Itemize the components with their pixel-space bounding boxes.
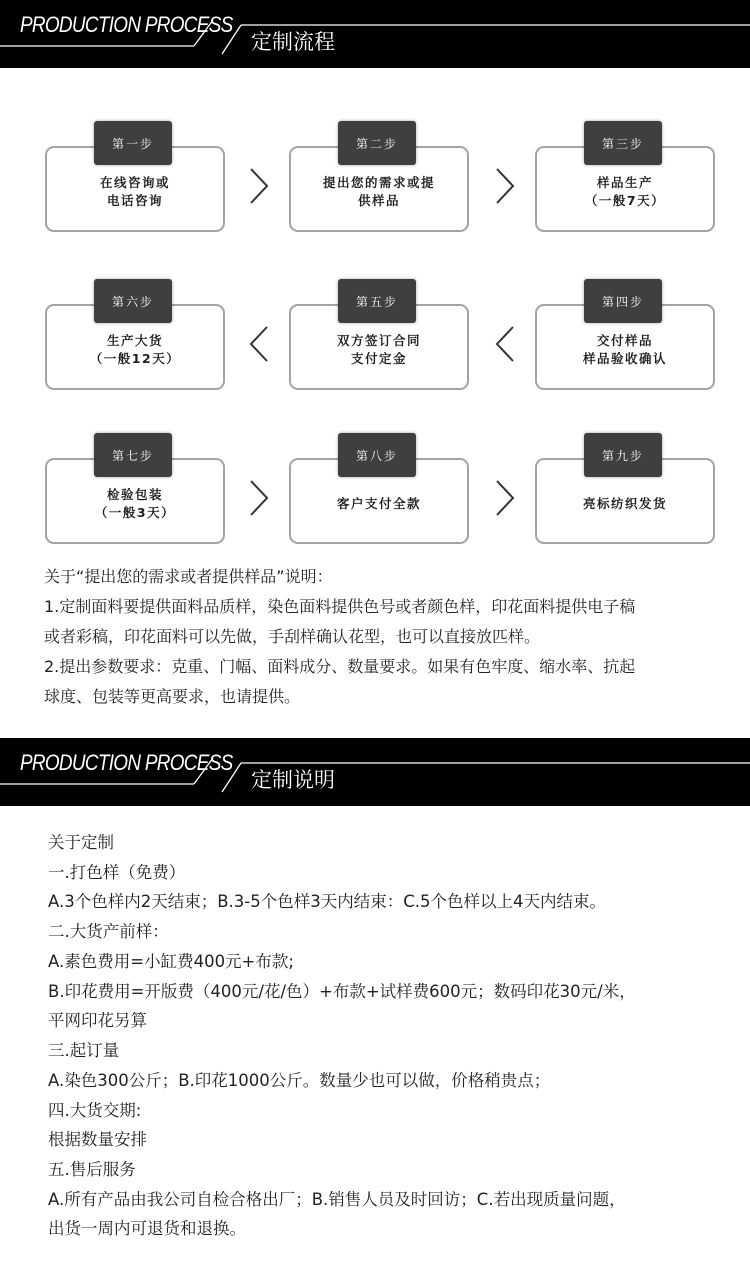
step-card-6 [45, 294, 225, 388]
step-text: 在线咨询或 电话咨询 [99, 175, 170, 208]
chevron-left-icon [247, 324, 271, 364]
step-card-8 [289, 448, 469, 542]
step-tag: 第六步 [94, 279, 172, 323]
step-text: 检验包装 （一般3天） [94, 487, 176, 520]
details-line: 三.起订量 [48, 1041, 120, 1060]
explanation-heading: 关于“提出您的需求或者提供样品”说明： [44, 567, 333, 586]
step-card-9 [535, 448, 715, 542]
details-line: A.所有产品由我公司自检合格出厂；B.销售人员及时回访；C.若出现质量问题， [48, 1190, 626, 1209]
section-banner-details [0, 738, 750, 806]
details-line: A.染色300公斤；B.印花1000公斤。数量少也可以做，价格稍贵点； [48, 1071, 551, 1090]
details-line: 四.大货交期: [48, 1101, 142, 1120]
details-line: A.3个色样内2天结束；B.3-5个色样3天内结束：C.5个色样以上4天内结束。 [48, 892, 607, 911]
step-card-1 [45, 136, 225, 230]
chevron-right-icon [493, 166, 517, 206]
step-tag: 第四步 [584, 279, 662, 323]
details-line: 二.大货产前样： [48, 922, 169, 941]
step-card-7 [45, 448, 225, 542]
step-text: 生产大货 （一般12天） [89, 333, 181, 366]
banner-english-title: PRODUCTION PROCESS [20, 750, 233, 775]
step-text: 双方签订合同 支付定金 [336, 333, 421, 366]
chevron-right-icon [493, 478, 517, 518]
chevron-right-icon [247, 166, 271, 206]
step-card-5 [289, 294, 469, 388]
step-text: 亮标纺织发货 [582, 496, 667, 511]
details-heading: 关于定制 [48, 833, 114, 852]
details-line: 根据数量安排 [48, 1130, 147, 1149]
explanation-line: 球度、包装等更高要求，也请提供。 [44, 687, 301, 706]
details-line: 五.售后服务 [48, 1160, 136, 1179]
explanation-line: 或者彩稿，印花面料可以先做，手刮样确认花型，也可以直接放匹样。 [44, 627, 541, 646]
details-line: 平网印花另算 [48, 1011, 147, 1030]
step-tag: 第五步 [338, 279, 416, 323]
chevron-left-icon [493, 324, 517, 364]
details-line: B.印花费用=开版费（400元/花/色）+布款+试样费600元；数码印花30元/米， [48, 982, 636, 1001]
step-tag: 第二步 [338, 121, 416, 165]
explanation-line: 2.提出参数要求：克重、门幅、面料成分、数量要求。如果有色牢度、缩水率、抗起 [44, 657, 636, 676]
step-tag: 第一步 [94, 121, 172, 165]
details-line: 一.打色样（免费） [48, 863, 186, 882]
step-text: 样品生产 （一般7天） [584, 175, 666, 208]
step-card-2 [289, 136, 469, 230]
step-tag: 第八步 [338, 433, 416, 477]
banner-chinese-title: 定制说明 [251, 768, 335, 792]
details-line: 出货一周内可退货和退换。 [48, 1219, 246, 1238]
details-line: A.素色费用=小缸费400元+布款; [48, 952, 294, 971]
step-tag: 第三步 [584, 121, 662, 165]
step-tag: 第九步 [584, 433, 662, 477]
step-text: 提出您的需求或提 供样品 [322, 175, 435, 208]
banner-english-title: PRODUCTION PROCESS [20, 12, 233, 37]
step-card-3 [535, 136, 715, 230]
chevron-right-icon [247, 478, 271, 518]
explanation-line: 1.定制面料要提供面料品质样，染色面料提供色号或者颜色样，印花面料提供电子稿 [44, 597, 636, 616]
step-tag: 第七步 [94, 433, 172, 477]
step-text: 交付样品 样品验收确认 [582, 333, 667, 366]
section-banner-process [0, 0, 750, 68]
step-text: 客户支付全款 [336, 496, 421, 511]
step-card-4 [535, 294, 715, 388]
banner-chinese-title: 定制流程 [251, 30, 335, 54]
